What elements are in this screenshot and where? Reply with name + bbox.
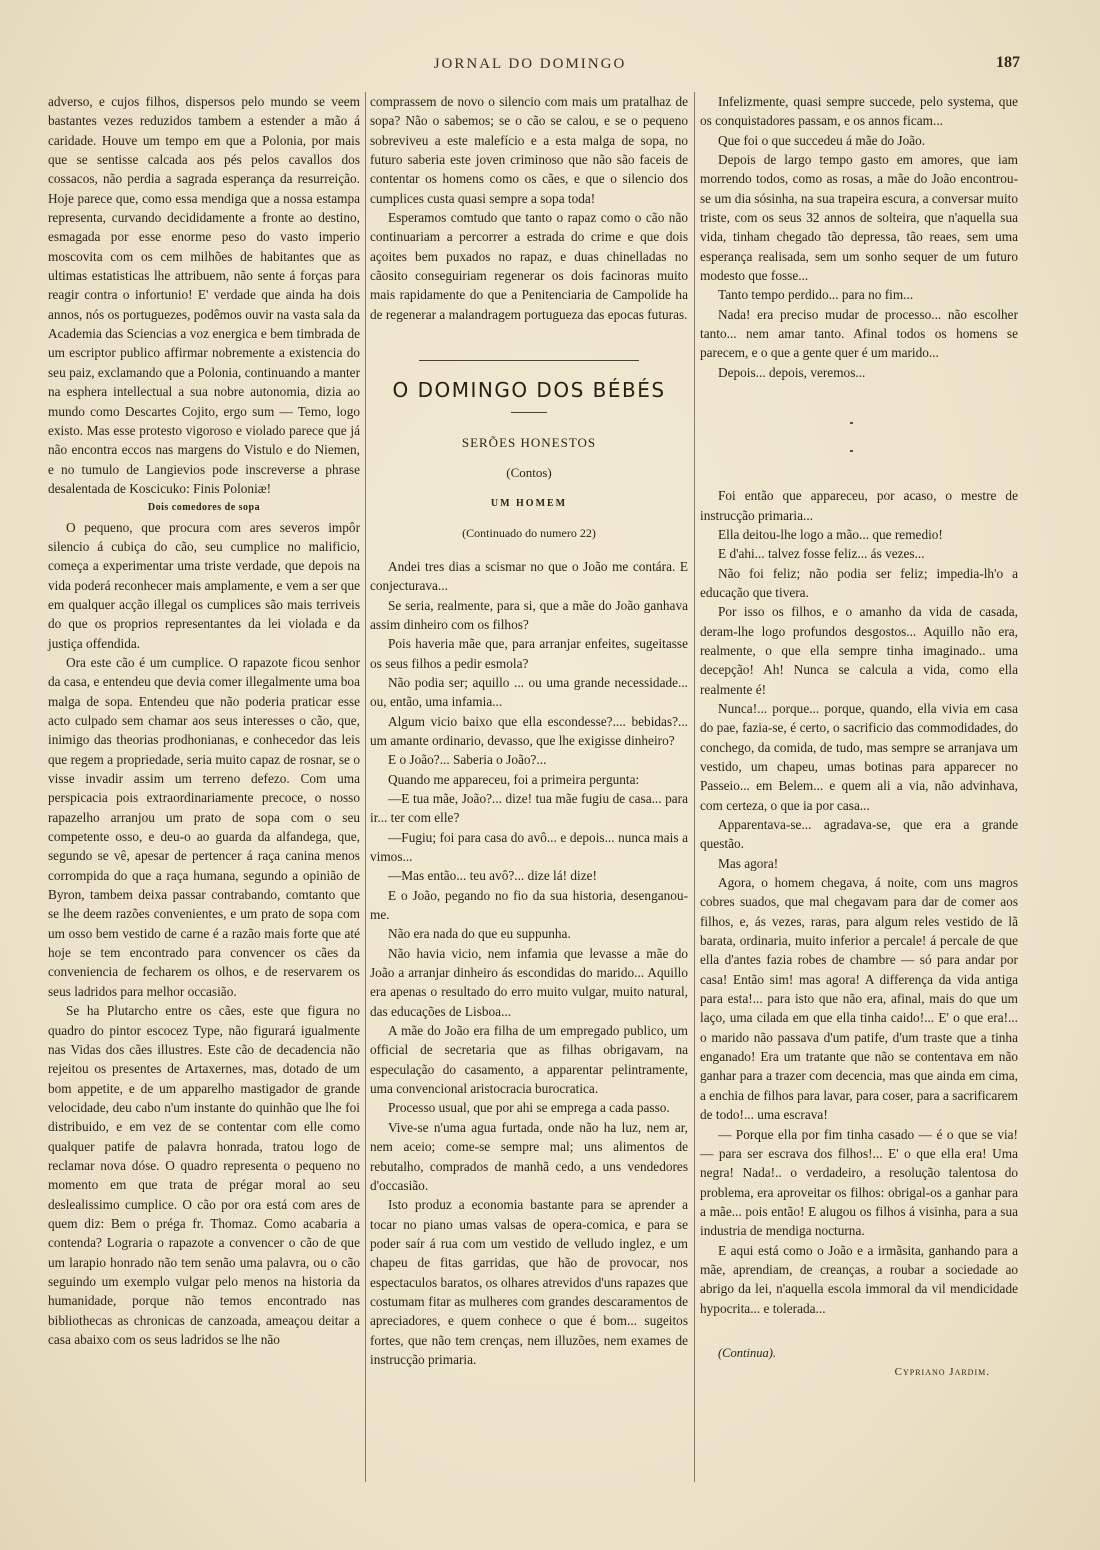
paragraph: Nunca!... porque... porque, quando, ella vivia em casa do pae, fazia-se, é certo, o sacrificio das commodidades, do conchego, da comida, de tudo, mas sempre se arranjava um vestido, um chapeu, umas botinas para apparecer no Passeio... em Belem... e quem ali a via, não advinhava, com certeza, o que ia por casa... [700,700,1018,813]
paragraph: E d'ahi... talvez fosse feliz... ás vezes... [718,546,925,562]
section-title: O DOMINGO DOS BÉBÉS [392,378,666,403]
author-signature: Cypriano Jardim. [894,1366,990,1379]
paragraph: Processo usual, que por ahi se emprega a cada passo. [388,1100,670,1116]
column-divider [365,92,366,1482]
paragraph: A mãe do João era filha de um empregado publico, um official de secretaria que as filhas obrigavam, na especulação do casamento, a apparentar pelintramente, uma convencional aristocracia burocratica. [370,1023,688,1097]
column-2 [370,92,688,1369]
paragraph: Quando me appareceu, foi a primeira pergunta: [388,771,640,787]
paragraph: Depois... depois, veremos... [718,364,866,380]
paragraph: Que foi o que succedeu á mãe do João. [718,132,926,148]
paragraph: Mas agora! [718,855,779,871]
paragraph: comprassem de novo o silencio com mais um pratalhaz de sopa? Não o sabemos; se o cão se calou, e se o pequeno sobreviveu a este malefício e a esta malga de sopa, no futuro saberia este joven criminoso que não são faceis de contentar os homens como os cães, e que o silencio dos cumplices custa quasi sempre a sopa toda! [370,94,688,206]
journal-title: JORNAL DO DOMINGO [433,56,627,72]
paragraph: O pequeno, que procura com ares severos impôr silencio á cubiça do cão, seu cumplice no malificio, começa a experimentar uma triste verdade, que depois na vida poderá reconhecer mais amplamente, e vem a ser que em qualquer acção illegal os cumplices são mais terriveis do que os proprios representantes da lei violada e da justiça offendida. [48,519,360,651]
paragraph: E o João, pegando no fio da sua historia, desenganou-me. [370,887,688,923]
paragraph: adverso, e cujos filhos, dispersos pelo mundo se veem bastantes vezes reduzidos tambem a estender a mão á caridade. Houve um tempo em que a Polonia, por mais que se sentisse calcada aos pés pelos cavallos dos cossacos, não perdia a sagrada esperança da resurreição. Hoje parece que, como essa mendiga que a nossa estampa representa, curvando decididamente a fronte ao destino, esmagada por esse enorme peso do vasto imperio moscovita com os cem milhões de habitantes que as ultimas estatisticas lhe attribuem, não sente á forças para reagir contra o infortunio! E' verdade que ainda ha dois annos, nós os portuguezes, podêmos ouvir na vasta sala da Academia das Sciencias a voz energica e bem timbrada de um escriptor publico affirmar nobremente a existencia do seu paiz, exclamando que a Polonia, continuando a manter na esphera intellectual a sua nobre autonomia, dizia ao mundo como Descartes Cojito, ergo sum — Temo, logo existo. Mas esse protesto vigoroso e violado parece que já não encontra eccos nas margens do Vistulo e do Niemen, e no tumulo de Langievios pode inscreverse a phrase desalentada de Koscicuko: Finis Poloniæ! [48,94,360,496]
paragraph: Não foi feliz; não podia ser feliz; impedia-lh'o a educação que tivera. [700,565,1018,600]
paragraph: Se seria, realmente, para si, que a mãe do João ganhava assim dinheiro com os filhos? [370,597,688,632]
paragraph: Foi então que appareceu, por acaso, o mestre de instrucção primaria... [700,488,1018,523]
paragraph: Pois haveria mãe que, para arranjar enfeites, sugeitasse os seus filhos a pedir esmola? [370,636,688,671]
column-divider [694,92,695,1482]
paragraph: Ella deitou-lhe logo a mão... que remedio! [718,526,943,542]
short-separator [511,412,547,413]
paragraph: —Mas então... teu avô?... dize lá! dize! [388,868,597,884]
column-3 [700,92,1018,1383]
paragraph: Isto produz a economia bastante para se aprender a tocar no piano umas valsas de opera-comica, e para se poder saír á rua com um vestido de velludo inglez, e um chapeu de fitas garridas, que hão de provocar, nos espectaculos baratos, os olhares atrevidos d'uns rapazes que costumam fitar as mulheres com grandes descaramentos de apreciadores, e quem conhece o que é bom... sugeitos fortes, que não tem crenças, nem illuzões, nem exames de instrucção primaria. [370,1197,688,1367]
paragraph: Nada! era preciso mudar de processo... não escolher tanto... nem amar tanto. Afinal todos os homens se parecem, e o que a gente quer é um marido... [700,306,1018,361]
paragraph: E aqui está como o João e a irmãsita, ganhando para a mãe, aprendiam, de creanças, a roubar a sociedade ao abrigo da lei, n'aquella escola immoral da vil mendicidade hypocrita... e tolerada... [700,1242,1018,1316]
paragraph: Esperamos comtudo que tanto o rapaz como o cão não continuariam a percorrer a estrada do crime e que dois açoites bem puxados no rapaz, e duas chinelladas no cãosito conseguiriam regenerar os dois facinoras muito mais rapidamente do que a Penitenciaria de Campolide ha de regenerar a malandragem portugueza das epocas futuras. [370,210,688,322]
paragraph: Infelizmente, quasi sempre succede, pelo systema, que os conquistadores passam, e os annos ficam... [700,94,1018,129]
paragraph: Não havia vicio, nem infamia que levasse a mãe do João a arranjar dinheiro ás escondidas do marido... Aquillo era apenas o resultado do erro muito vulgar, muito natural, das educações de Lisboa... [370,945,688,1019]
paragraph: Algum vicio baixo que ella escondesse?.... bebidas?... um amante ordinario, devasso, que lhe exigisse dinheiro? [370,713,688,748]
paragraph: Tanto tempo perdido... para no fim... [718,287,914,303]
page-number: 187 [996,54,1020,71]
paragraph: Ora este cão é um cumplice. O rapazote ficou senhor da casa, e entendeu que devia comer illegalmente uma boa malga de sopa. Entendeu que não poderia praticar esse acto culpado sem chamar aos seus interesses o cão, que, inimigo das theorias prodhonianas, e conhecedor das leis que regem a propriedade, seria muito capaz de rosnar, se o visse invadir assim um terreno defezo. Com uma perspicacia pois extraordinariamente precoce, o nosso rapazelho arranjou um prato de sopa com o seu competente osso, e deu-o ao guarda da alfandega, que, segundo se vê, apesar de pertencer á raça canina menos corrompida do que a raça humana, segundo a opinião de Byron, tambem deixa passar contrabando, comtanto que se lhe deem razões convenientes, e um prato de sopa com um osso bem vestido de carne é a razão mais forte que até hoje se tem encontrado para convencer os cães da conveniencia de fecharem os olhos, e de reservarem os seus ladridos para melhor occasião. [48,654,360,999]
column-1 [48,92,360,1349]
series-title: SERÕES HONESTOS [461,435,597,451]
paragraph: Andei tres dias a scismar no que o João me contára. E conjecturava... [370,558,688,594]
paragraph: Não podia ser; aquillo ... ou uma grande necessidade... ou, então, uma infamia... [370,674,688,710]
genre-label: (Contos) [506,464,552,480]
paragraph: Depois de largo tempo gasto em amores, que iam morrendo todos, como as rosas, a mãe do João encontrou-se um dia sósinha, na sua trapeira escura, a conversar muito triste, com os seus 32 annos de solteira, que n'aquella sua vida, tinham chegado tão depressa, tão reaes, sem uma esperança realisada, sem um sonho sequer de um futuro modesto que fosse... [700,152,1018,284]
continued-note: (Continuado do numero 22) [462,525,596,540]
paragraph: — Porque ella por fim tinha casado — é o que se via! — para ser escrava dos filhos!... E' o que ella era! Uma negra! Nada!.. o verdadeiro, a resolução talentosa do problema, era aproveitar os filhos: obrigal-os a ganhar para a mãe... pois então! E alugou os filhos á visinha, para a sua industria de mendiga nocturna. [700,1126,1018,1239]
paragraph: Se ha Plutarcho entre os cães, este que figura no quadro do pintor escocez Type, não figurará igualmente nas Vidas dos cães illustres. Este cão de decadencia não rejeitou os presentes de Artaxernes, mas, dotado de um bom appetite, e de um apparelho mastigador de grande velocidade, deu cabo n'um instante do quinhão que lhe foi distribuido, e em vez de se contentar com elle como qualquer patife de palavra honrada, tratou logo de reclamar nova dóse. O quadro representa o pequeno no momento em que trata de prégar moral ao seu deslealissimo cumplice. O cão por ora está com ares de quem diz: Bem o préga fr. Thomaz. Como acabaria a contenda? Lograria o rapazote a convencer o cão de que um larapio honrado não tem senão uma palavra, ou o cão seguindo um exemplo vulgar pelo menos na historia da humanidade, porque não temos encontrado nas bibliothecas as chronicas de canzoada, ameaçou deitar a casa abaixo com os seus ladridos se lhe não [48,1003,360,1347]
paragraph: Apparentava-se... agradava-se, que era a grande questão. [700,817,1018,852]
paragraph: Vive-se n'uma agua furtada, onde não ha luz, nem ar, nem aceio; come-se sempre mal; uns alimentos de rebutalho, comprados de manhã cedo, a uns vendedores d'occasião. [370,1119,688,1193]
paragraph: Não era nada do que eu suppunha. [388,926,571,942]
story-title: UM HOMEM [490,498,568,510]
section-separator [419,360,639,361]
paragraph: —E tua mãe, João?... dize! tua mãe fugiu de casa... para ir... ter com elle? [370,790,688,826]
paragraph: E o João?... Saberia o João?... [388,752,547,768]
paragraph: Agora, o homem chegava, á noite, com uns magros cobres suados, que mal chegavam para dar de comer aos filhos, e, ás vezes, raras, para algum reles vestido de lã barata, ordinaria, muito inferior a percale! á percale de que ella d'antes fazia robes de chambre — só para andar por casa! Então sim! mas agora! A differença da vida antiga para esta!... para isto que não era, afinal, mais do que um laço, uma cilada em que ella tinha caido!... E' o que era!... o marido não passava d'um patife, d'um traste que a tinha enganado! Era um tratante que não se contentava em não ganhar para a trazer com decencia, mas que ainda em cima, a enchia de filhos para lavar, para coser, para a sacrificarem de todo!... uma escrava! [700,875,1018,1123]
running-head [40,56,1020,78]
paragraph: —Fugiu; foi para casa do avô... e depois... nunca mais a vimos... [370,829,688,864]
article-subhead: Dois comedores de sopa [147,502,261,514]
continued-label: (Continua). [718,1345,776,1360]
section-break-dots [700,382,1018,486]
paragraph: Por isso os filhos, e o amanho da vida de casada, deram-lhe logo profundos desgostos... Aquillo não era, realmente, o que ella sempre tinha imaginado.. uma decepção! Ah! Nunca se calcula a vida, como ella realmente é! [700,604,1018,697]
